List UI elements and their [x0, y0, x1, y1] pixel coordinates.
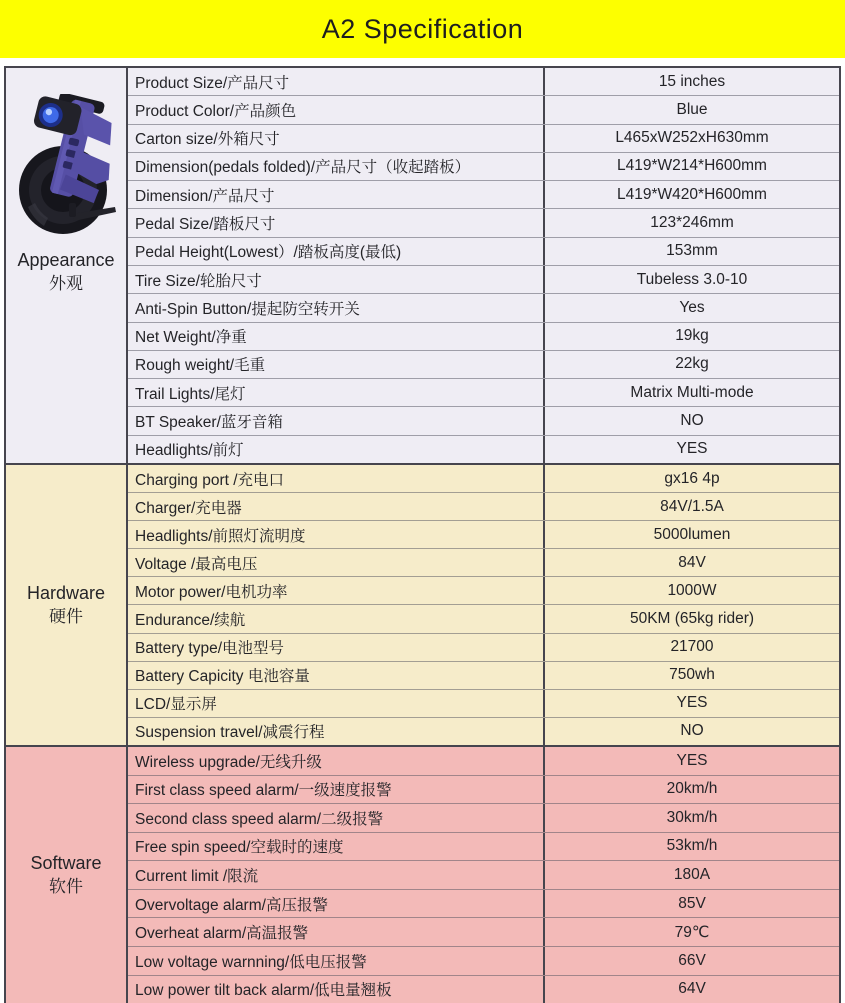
spec-label: Rough weight/毛重 [128, 351, 545, 378]
spec-value: 1000W [545, 577, 839, 604]
spec-row [128, 208, 839, 236]
spec-value: 19kg [545, 323, 839, 350]
spec-value: 66V [545, 947, 839, 975]
spec-value: L419*W214*H600mm [545, 153, 839, 180]
spec-label: Second class speed alarm/二级报警 [128, 804, 545, 832]
spec-label: Headlights/前照灯流明度 [128, 521, 545, 548]
spec-row [128, 435, 839, 463]
spec-label: Product Size/产品尺寸 [128, 68, 545, 95]
spec-value: 123*246mm [545, 209, 839, 236]
section-name: Hardware [27, 581, 105, 605]
spec-row [128, 265, 839, 293]
section-appearance [6, 68, 839, 463]
spec-value: Matrix Multi-mode [545, 379, 839, 406]
spec-value: gx16 4p [545, 465, 839, 492]
spec-label: Overvoltage alarm/高压报警 [128, 890, 545, 918]
spec-row [128, 548, 839, 576]
spec-label: Suspension travel/减震行程 [128, 718, 545, 745]
spec-row [128, 803, 839, 832]
section-label-hardware [6, 465, 128, 745]
spec-label: Charger/充电器 [128, 493, 545, 520]
spec-label: Pedal Size/踏板尺寸 [128, 209, 545, 236]
spec-row [128, 975, 839, 1003]
spec-label: LCD/显示屏 [128, 690, 545, 717]
spec-label: Endurance/续航 [128, 605, 545, 632]
spec-value: 64V [545, 976, 839, 1003]
spec-label: Voltage /最高电压 [128, 549, 545, 576]
spec-value: 15 inches [545, 68, 839, 95]
spec-value: 5000lumen [545, 521, 839, 548]
spec-value: 50KM (65kg rider) [545, 605, 839, 632]
section-name-cn: 软件 [49, 875, 83, 899]
spec-value: 20km/h [545, 776, 839, 804]
spec-value: YES [545, 690, 839, 717]
spec-row [128, 889, 839, 918]
spec-label: Tire Size/轮胎尺寸 [128, 266, 545, 293]
spec-label: Anti-Spin Button/提起防空转开关 [128, 294, 545, 321]
spec-value: 84V [545, 549, 839, 576]
spec-row [128, 237, 839, 265]
section-label-software [6, 747, 128, 1003]
section-label-appearance [6, 68, 128, 463]
spec-row [128, 378, 839, 406]
spec-row [128, 322, 839, 350]
spec-row [128, 406, 839, 434]
spec-row [128, 95, 839, 123]
spec-row [128, 917, 839, 946]
spec-row [128, 604, 839, 632]
spec-label: Pedal Height(Lowest）/踏板高度(最低) [128, 238, 545, 265]
spec-row [128, 465, 839, 492]
spec-value: Yes [545, 294, 839, 321]
section-name-cn: 硬件 [49, 605, 83, 629]
spec-label: Motor power/电机功率 [128, 577, 545, 604]
spec-label: Low voltage warnning/低电压报警 [128, 947, 545, 975]
spec-row [128, 68, 839, 95]
spec-row [128, 152, 839, 180]
spec-value: NO [545, 407, 839, 434]
spec-row [128, 747, 839, 775]
spec-label: Current limit /限流 [128, 861, 545, 889]
spec-label: Carton size/外箱尺寸 [128, 125, 545, 152]
spec-row [128, 860, 839, 889]
spec-label: Net Weight/净重 [128, 323, 545, 350]
spec-row [128, 293, 839, 321]
spec-label: Charging port /充电口 [128, 465, 545, 492]
spec-value: 79℃ [545, 918, 839, 946]
section-hardware [6, 463, 839, 745]
spec-value: YES [545, 436, 839, 463]
title-bar [0, 0, 845, 58]
section-name: Appearance [17, 248, 114, 272]
spec-value: NO [545, 718, 839, 745]
spec-label: Free spin speed/空载时的速度 [128, 833, 545, 861]
spec-table [4, 66, 841, 1003]
spec-row [128, 492, 839, 520]
spec-label: Dimension(pedals folded)/产品尺寸（收起踏板） [128, 153, 545, 180]
hardware-rows [128, 465, 839, 745]
spec-value: 180A [545, 861, 839, 889]
spec-row [128, 576, 839, 604]
spec-value: 22kg [545, 351, 839, 378]
page-title: A2 Specification [322, 14, 524, 45]
section-software [6, 745, 839, 1003]
spec-label: BT Speaker/蓝牙音箱 [128, 407, 545, 434]
spec-row [128, 946, 839, 975]
spec-value: YES [545, 747, 839, 775]
spec-value: 750wh [545, 662, 839, 689]
spec-label: Low power tilt back alarm/低电量翘板 [128, 976, 545, 1003]
spec-label: Battery Capicity 电池容量 [128, 662, 545, 689]
spec-row [128, 689, 839, 717]
spec-label: Product Color/产品颜色 [128, 96, 545, 123]
appearance-rows [128, 68, 839, 463]
spec-label: Headlights/前灯 [128, 436, 545, 463]
spec-value: Tubeless 3.0-10 [545, 266, 839, 293]
spec-value: 21700 [545, 634, 839, 661]
spec-row [128, 717, 839, 745]
spec-row [128, 180, 839, 208]
spec-row [128, 832, 839, 861]
spec-value: 85V [545, 890, 839, 918]
spec-value: 153mm [545, 238, 839, 265]
spec-row [128, 520, 839, 548]
spec-label: Overheat alarm/高温报警 [128, 918, 545, 946]
spec-value: L465xW252xH630mm [545, 125, 839, 152]
section-name: Software [30, 851, 101, 875]
spec-label: Trail Lights/尾灯 [128, 379, 545, 406]
section-name-cn: 外观 [49, 272, 83, 296]
spec-label: Battery type/电池型号 [128, 634, 545, 661]
spec-value: 53km/h [545, 833, 839, 861]
spec-row [128, 775, 839, 804]
spec-value: 30km/h [545, 804, 839, 832]
spec-row [128, 633, 839, 661]
software-rows [128, 747, 839, 1003]
spec-value: L419*W420*H600mm [545, 181, 839, 208]
spec-row [128, 661, 839, 689]
spec-label: Dimension/产品尺寸 [128, 181, 545, 208]
spec-row [128, 124, 839, 152]
product-photo-unicycle [14, 94, 118, 242]
spec-value: 84V/1.5A [545, 493, 839, 520]
spec-label: Wireless upgrade/无线升级 [128, 747, 545, 775]
spec-label: First class speed alarm/一级速度报警 [128, 776, 545, 804]
spec-row [128, 350, 839, 378]
spec-value: Blue [545, 96, 839, 123]
